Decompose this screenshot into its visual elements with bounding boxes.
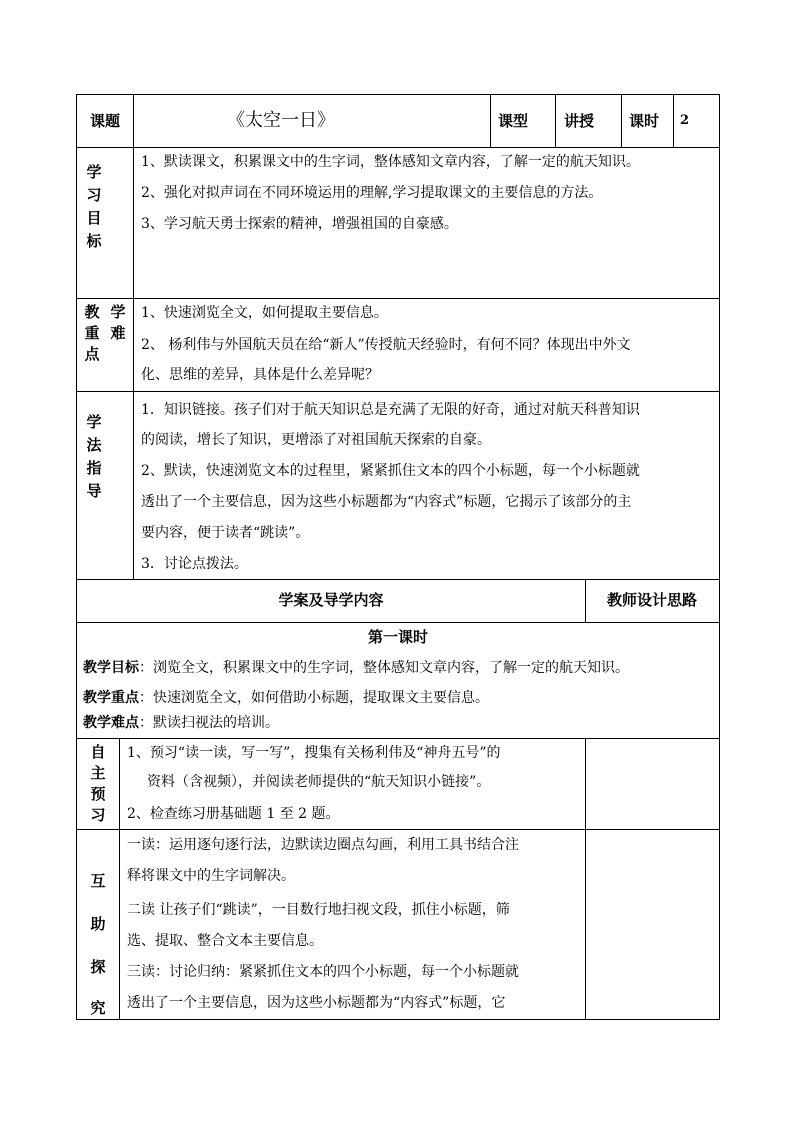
- goals-label-3: 目: [86, 209, 102, 227]
- goal-item: 1、默读课文，积累课文中的生字词，整体感知文章内容，了解一定的航天知识。: [141, 154, 640, 170]
- mutual-line: 选、提取、整合文本主要信息。: [127, 933, 323, 949]
- method-line: 透出了一个主要信息，因为这些小标题都为“内容式”标题，它揭示了该部分的主: [141, 494, 632, 510]
- goal-text: ：浏览全文，积累课文中的生字词，整体感知文章内容，了解一定的航天知识。: [139, 660, 629, 676]
- mutual-label-3: 探: [90, 958, 106, 976]
- method-label-3: 指: [86, 459, 102, 477]
- goals-label-2: 习: [86, 186, 102, 204]
- focus-text: ：快速浏览全文，如何借助小标题，提取课文主要信息。: [139, 690, 489, 706]
- keypoint-line: 1、快速浏览全文，如何提取主要信息。: [141, 305, 388, 321]
- keypoints-label-1: 教: [84, 303, 100, 321]
- self-study-label-4: 习: [90, 806, 106, 824]
- goal-item: 3、学习航天勇士探索的精神，增强祖国的自豪感。: [141, 216, 458, 232]
- keypoints-label-4: 难: [110, 324, 126, 342]
- mutual-line: 释将课文中的生字词解决。: [127, 868, 295, 884]
- type-label: 课型: [498, 112, 529, 130]
- keypoints-label-3: 重: [84, 324, 100, 342]
- self-study-line: 1、预习“读一读，写一写”，搜集有关杨利伟及“神舟五号”的: [127, 745, 501, 761]
- keypoints-label-5: 点: [84, 345, 100, 363]
- method-line: 2、默读，快速浏览文本的过程里，紧紧抓住文本的四个小标题，每一个小标题就: [141, 463, 640, 479]
- self-study-label-1: 自: [90, 743, 106, 761]
- keypoints-label-2: 学: [110, 303, 126, 321]
- mutual-line: 二读 让孩子们“跳读”，一目数行地扫视文段，抓住小标题，筛: [127, 902, 510, 918]
- method-line: 1．知识链接。孩子们对于航天知识总是充满了无限的好奇，通过对航天科普知识: [141, 402, 640, 418]
- topic-label: 课题: [89, 112, 120, 130]
- method-line: 3．讨论点拨法。: [141, 556, 248, 572]
- mutual-label-1: 互: [90, 872, 106, 890]
- mutual-label-2: 助: [90, 915, 106, 933]
- method-label-4: 导: [86, 482, 102, 500]
- method-line: 要内容，便于读者“跳读”。: [141, 525, 310, 541]
- goal-label: 教学目标: [83, 660, 139, 676]
- goal-item: 2、强化对拟声词在不同环境运用的理解,学习提取课文的主要信息的方法。: [141, 185, 603, 201]
- method-line: 的阅读，增长了知识，更增添了对祖国航天探索的自豪。: [141, 432, 491, 448]
- keypoint-line: 2、 杨利伟与外国航天员在给“新人”传授航天经验时，有何不同？体现出中外文: [141, 337, 631, 353]
- difficulty-text: ：默读扫视法的培训。: [139, 715, 279, 731]
- keypoint-line: 化、思维的差异，具体是什么差异呢？: [141, 367, 379, 383]
- lesson-plan-table: [76, 94, 720, 1020]
- type-value: 讲授: [564, 112, 595, 130]
- focus-label: 教学重点: [83, 690, 139, 706]
- hours-label: 课时: [629, 112, 660, 130]
- self-study-line: 资料（含视频），并阅读老师提供的“航天知识小链接”。: [147, 774, 491, 790]
- lesson-title: 第一课时: [367, 628, 428, 646]
- method-label-1: 学: [86, 413, 102, 431]
- mutual-line: 透出了一个主要信息，因为这些小标题都为“内容式”标题，它: [127, 995, 506, 1011]
- method-label-2: 法: [86, 436, 102, 454]
- mutual-line: 三读：讨论归纳：紧紧抓住文本的四个小标题，每一个小标题就: [127, 964, 519, 980]
- difficulty-label: 教学难点: [83, 715, 139, 731]
- mutual-line: 一读：运用逐句逐行法，边默读边圈点勾画，利用工具书结合注: [127, 837, 519, 853]
- teacher-column-title: 教师设计思路: [606, 591, 697, 609]
- self-study-line: 2、检查练习册基础题 1 至 2 题。: [127, 806, 340, 822]
- mutual-label-4: 究: [90, 999, 106, 1017]
- goals-label-1: 学: [86, 163, 102, 181]
- goals-label-4: 标: [86, 232, 102, 250]
- self-study-label-2: 主: [90, 764, 106, 782]
- self-study-label-3: 预: [90, 785, 106, 803]
- hours-value: 2: [680, 113, 690, 128]
- content-column-title: 学案及导学内容: [278, 591, 384, 609]
- topic-value: 《太空一日》: [227, 110, 335, 131]
